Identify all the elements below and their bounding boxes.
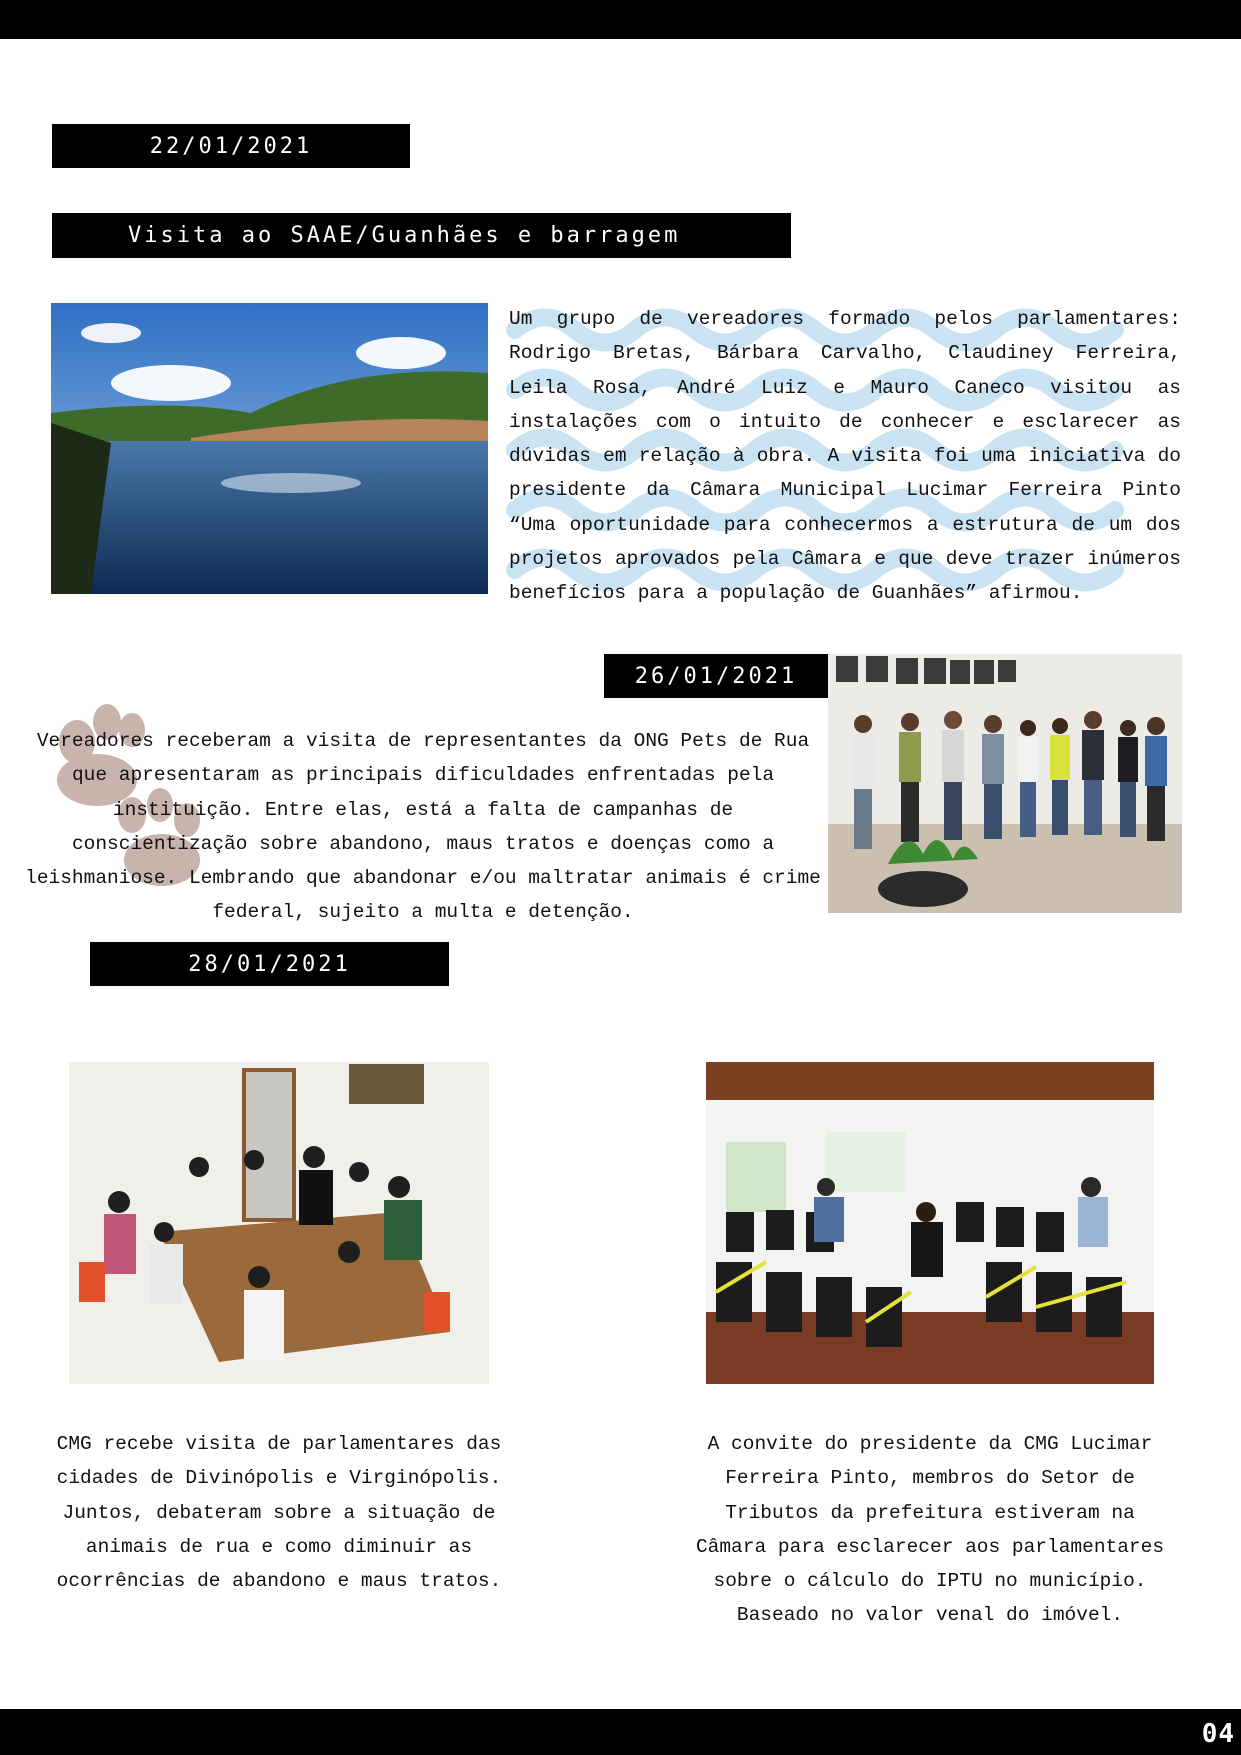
section2-text: Vereadores receberam a visita de representantes da ONG Pets de Rua que apresentaram as principais dificuldades enfrentadas pela instituição. Entre elas, está a falta de campanhas de conscientização sobre abandono, maus tratos e doenças como a leishmaniose. Lembrando que abandonar e/ou maltratar animais é crime federal, sujeito a multa e detenção. bbox=[25, 730, 821, 924]
section-title: Visita ao SAAE/Guanhães e barragem bbox=[52, 213, 791, 258]
bottom-bar bbox=[0, 1709, 1241, 1755]
section3-left-text: CMG recebe visita de parlamentares das cidades de Divinópolis e Virginópolis. Juntos, debateram sobre a situação de animais de rua e como diminuir as ocorrências de abandono e maus tratos. bbox=[56, 1433, 502, 1593]
meeting-table-photo bbox=[69, 1062, 489, 1384]
date-label-2: 26/01/2021 bbox=[604, 654, 828, 698]
date-label-1: 22/01/2021 bbox=[52, 124, 410, 168]
date-label-3: 28/01/2021 bbox=[90, 942, 449, 986]
section3-right-text: A convite do presidente da CMG Lucimar Ferreira Pinto, membros do Setor de Tributos da prefeitura estiveram na Câmara para esclarecer aos parlamentares sobre o cálculo do IPTU no município. Baseado no valor venal do imóvel. bbox=[695, 1433, 1165, 1627]
section1-text: Um grupo de vereadores formado pelos parlamentares: Rodrigo Bretas, Bárbara Carvalho, Claudiney Ferreira, Leila Rosa, André Luiz e Mauro Caneco visitou as instalações com o intuito de conhecer e esclarecer as dúvidas em relação à obra. A visita foi uma iniciativa do presidente da Câmara Municipal Lucimar Ferreira Pinto “Uma oportunidade para conhecermos a estrutura de um dos projetos aprovados pela Câmara e que deve trazer inúmeros benefícios para a população de Guanhães” afirmou. bbox=[509, 308, 1181, 605]
ong-visitors-group-photo bbox=[828, 654, 1182, 913]
plenary-hall-photo bbox=[706, 1062, 1154, 1384]
page-number: 04 bbox=[1201, 1719, 1235, 1749]
reservoir-lake-photo bbox=[51, 303, 488, 594]
top-bar bbox=[0, 0, 1241, 39]
